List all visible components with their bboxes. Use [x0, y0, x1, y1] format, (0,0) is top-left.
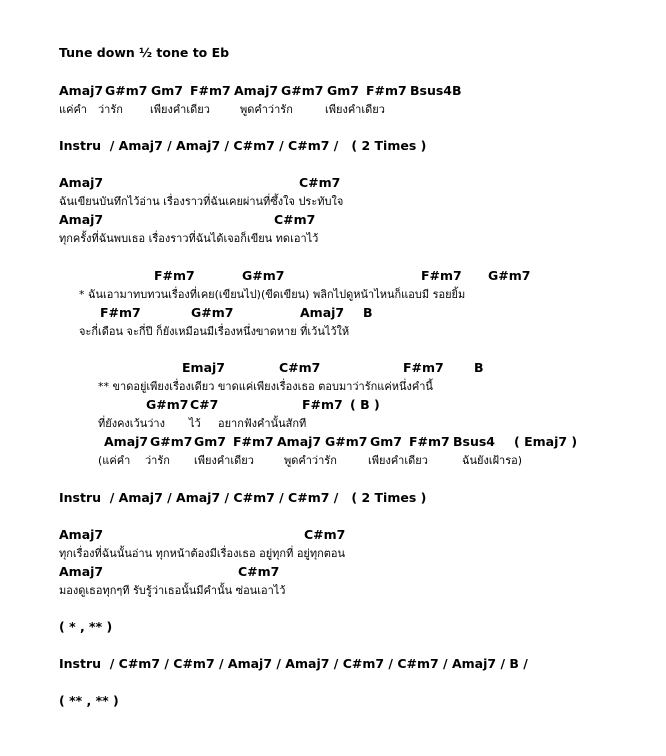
verse-chord: Amaj7	[59, 564, 104, 579]
repeat-marker: ( ** , ** )	[59, 693, 119, 708]
chorus-lyric: (แค่คำ	[98, 454, 131, 467]
chorus-chord: Amaj7	[277, 434, 322, 449]
intro-chord: Gm7	[327, 83, 359, 98]
chorus-chord: G#m7	[191, 305, 234, 320]
intro-chord: F#m7	[190, 83, 231, 98]
verse-chord: C#m7	[304, 527, 346, 542]
intro-lyric: ว่ารัก	[98, 103, 123, 116]
intro-lyric: พูดคำว่ารัก	[240, 103, 293, 116]
intro-chord: Amaj7	[59, 83, 104, 98]
chorus-lyric: * ฉันเอามาทบทวนเรื่องที่เคย(เขียนไป)(ขีดเขียน) พลิกไปดูหน้าไหนก็แอบมี รอยยิ้ม	[79, 288, 466, 301]
instrumental-line: Instru / C#m7 / C#m7 / Amaj7 / Amaj7 / C#m7 / C#m7 / Amaj7 / B /	[59, 656, 528, 671]
tuning-note: Tune down ½ tone to Eb	[59, 45, 230, 60]
chorus-lyric: ** ขาดอยู่เพียงเรื่องเดียว ขาดแค่เพียงเรื่องเธอ ตอบมาว่ารักแค่หนึ่งคำนี้	[98, 380, 433, 393]
intro-chord: B	[452, 83, 462, 98]
chorus-chord: C#7	[190, 397, 219, 412]
verse-chord: Amaj7	[59, 175, 104, 190]
chorus-chord: Bsus4	[453, 434, 496, 449]
chorus-chord: F#m7	[403, 360, 444, 375]
verse-lyric: ฉันเขียนบันทึกไว้อ่าน เรื่องราวที่ฉันเคยผ่านที่ซึ้งใจ ประทับใจ	[59, 195, 344, 208]
intro-chord: F#m7	[366, 83, 407, 98]
chorus-lyric: จะกี่เดือน จะกี่ปี ก็ยังเหมือนมีเรื่องหนึ่งขาดหาย ที่เว้นไว้ให้	[79, 325, 350, 338]
chorus-lyric: ไว้	[189, 417, 201, 430]
verse-chord: C#m7	[299, 175, 341, 190]
chorus-chord: Gm7	[370, 434, 402, 449]
chorus-lyric: อยากฟังคำนั้นสักที	[218, 417, 307, 430]
chorus-chord: B	[474, 360, 484, 375]
intro-chord: Amaj7	[234, 83, 279, 98]
chorus-chord: F#m7	[409, 434, 450, 449]
repeat-marker: ( * , ** )	[59, 619, 113, 634]
chorus-chord: F#m7	[233, 434, 274, 449]
verse-chord: Amaj7	[59, 527, 104, 542]
chorus-lyric: เพียงคำเดียว	[194, 454, 254, 467]
verse-chord: C#m7	[274, 212, 316, 227]
chorus-lyric: พูดคำว่ารัก	[284, 454, 337, 467]
chorus-chord: Amaj7	[300, 305, 345, 320]
chorus-chord: G#m7	[325, 434, 368, 449]
instrumental-line: Instru / Amaj7 / Amaj7 / C#m7 / C#m7 / ( 2 Times )	[59, 490, 427, 505]
chorus-chord: F#m7	[100, 305, 141, 320]
chorus-lyric: ว่ารัก	[145, 454, 170, 467]
chorus-chord: G#m7	[488, 268, 531, 283]
intro-chord: Bsus4	[410, 83, 453, 98]
intro-chord: Gm7	[151, 83, 183, 98]
chorus-chord: ( B )	[350, 397, 380, 412]
verse-chord: C#m7	[238, 564, 280, 579]
chorus-chord: C#m7	[279, 360, 321, 375]
instrumental-line: Instru / Amaj7 / Amaj7 / C#m7 / C#m7 / ( 2 Times )	[59, 138, 427, 153]
chorus-chord: G#m7	[146, 397, 189, 412]
chorus-chord: Amaj7	[104, 434, 149, 449]
intro-chord: G#m7	[281, 83, 324, 98]
verse-lyric: ทุกเรื่องที่ฉันนั้นอ่าน ทุกหน้าต้องมีเรื่องเธอ อยู่ทุกที่ อยู่ทุกตอน	[59, 547, 346, 560]
chorus-chord: F#m7	[302, 397, 343, 412]
chorus-chord: G#m7	[150, 434, 193, 449]
chorus-lyric: ฉันยังเฝ้ารอ)	[462, 454, 523, 467]
chorus-chord: ( Emaj7 )	[514, 434, 578, 449]
intro-chord: G#m7	[105, 83, 148, 98]
intro-lyric: เพียงคำเดียว	[150, 103, 210, 116]
intro-lyric: แค่คำ	[59, 103, 87, 116]
chorus-chord: Gm7	[194, 434, 226, 449]
chorus-lyric: ที่ยังคงเว้นว่าง	[98, 417, 165, 430]
chorus-chord: F#m7	[421, 268, 462, 283]
chorus-chord: Emaj7	[182, 360, 225, 375]
chorus-chord: B	[363, 305, 373, 320]
chorus-chord: F#m7	[154, 268, 195, 283]
chorus-lyric: เพียงคำเดียว	[368, 454, 428, 467]
chorus-chord: G#m7	[242, 268, 285, 283]
verse-chord: Amaj7	[59, 212, 104, 227]
verse-lyric: ทุกครั้งที่ฉันพบเธอ เรื่องราวที่ฉันได้เจอก็เขียน ทดเอาไว้	[59, 232, 319, 245]
intro-lyric: เพียงคำเดียว	[325, 103, 385, 116]
verse-lyric: มองดูเธอทุกๆที รับรู้ว่าเธอนั้นมีคำนั้น ซ่อนเอาไว้	[59, 584, 286, 597]
